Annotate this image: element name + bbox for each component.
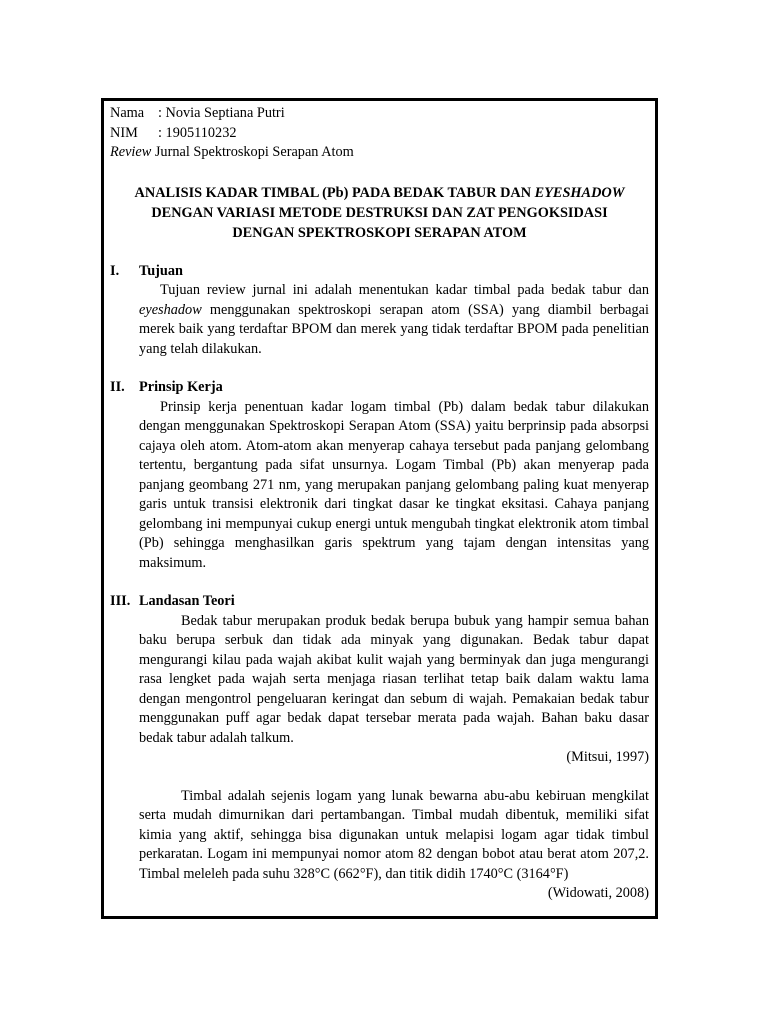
section-heading — [110, 592, 649, 612]
citation-widowati: (Widowati, 2008) — [547, 885, 649, 901]
name-label: Nama — [110, 105, 145, 121]
body-text-part: menggunakan spektroskopi serapan atom (SSA) yang diambil berbagai merek baik yang terdaftar BPOM dan merek yang tidak terdaftar BPOM pada penelitian yang telah dilakukan. — [139, 301, 649, 357]
title-line-1-italic: EYESHADOW — [534, 184, 625, 201]
section-title: Tujuan — [139, 262, 183, 279]
section-landasan-teori — [110, 592, 649, 904]
section-body — [139, 281, 649, 359]
citation-mitsui: (Mitsui, 1997) — [566, 749, 649, 765]
section-prinsip-kerja — [110, 378, 649, 573]
nim-line — [110, 124, 649, 144]
nim-label: NIM — [110, 124, 138, 141]
section-heading — [110, 378, 649, 398]
body-text-part: Tujuan review jurnal ini adalah menentukan kadar timbal pada bedak tabur dan — [160, 282, 649, 298]
section-tujuan — [110, 262, 649, 360]
review-subject: Jurnal Spektroskopi Serapan Atom — [151, 144, 354, 160]
section-title: Landasan Teori — [139, 593, 235, 609]
document-title — [110, 183, 649, 243]
title-line-1-text: ANALISIS KADAR TIMBAL (Pb) PADA BEDAK TABUR DAN — [134, 184, 535, 201]
section-number: I. — [110, 262, 120, 279]
section-number: III. — [110, 593, 131, 609]
section-body: Prinsip kerja penentuan kadar logam timbal (Pb) dalam bedak tabur dilakukan dengan menggunakan Spektroskopi Serapan Atom (SSA) yaitu berprinsip pada absorpsi cajaya oleh atom. Atom-atom akan menyerap cahaya tersebut pada panjang gelombang tertentu, bergantung pada sifat unsurnya. Logam Timbal (Pb) akan menyerap pada panjang geombang 271 nm, yang merupakan panjang gelombang paling kuat menyerap garis untuk transisi elektronik dari tingkat dasar ke tingkat eksitasi. Cahaya panjang gelombang ini mempunyai cukup energi untuk mengubah tingkat elektronik atom timbal (Pb) sehingga menghasilkan garis spektrum yang tajam dengan intensitas yang maksimum. — [139, 398, 649, 571]
section-number: II. — [110, 379, 125, 395]
body-text-italic: eyeshadow — [139, 301, 202, 318]
title-line-3: DENGAN SPEKTROSKOPI SERAPAN ATOM — [232, 224, 527, 241]
title-line-2: DENGAN VARIASI METODE DESTRUKSI DAN ZAT PENGOKSIDASI — [151, 204, 608, 221]
nim-value: : 1905110232 — [158, 124, 237, 141]
review-label: Review — [110, 144, 152, 160]
review-line — [110, 143, 649, 163]
name-value: : Novia Septiana Putri — [158, 105, 285, 121]
document-page — [101, 98, 658, 919]
section-title: Prinsip Kerja — [139, 379, 223, 395]
section-heading — [110, 262, 649, 282]
title-line-1 — [110, 183, 649, 203]
student-header — [110, 104, 649, 163]
section-body-paragraph-1: Bedak tabur merupakan produk bedak berupa bubuk yang hampir semua bahan baku berupa serbuk dan tidak ada minyak yang digunakan. Bedak tabur dapat mengurangi kilau pada wajah akibat kulit wajah yang berminyak dan juga mengurangi rasa lengket pada wajah serta menjaga riasan terlihat tetap baik dalam waktu lama dengan mengontrol pengeluaran keringat dan sebum di wajah. Pemakaian bedak tabur menggunakan puff agar bedak dapat tersebar merata pada wajah. Bahan baku dasar bedak tabur adalah talkum. — [139, 612, 649, 746]
name-line — [110, 104, 649, 124]
section-body-paragraph-2: Timbal adalah sejenis logam yang lunak bewarna abu-abu kebiruan mengkilat serta mudah dimurnikan dari pertambangan. Timbal mudah dibentuk, memiliki sifat kimia yang aktif, sehingga bisa digunakan untuk melapisi logam agar tidak timbul perkaratan. Logam ini mempunyai nomor atom 82 dengan bobot atau berat atom 207,2. Timbal meleleh pada suhu 328°C (662°F), dan titik didih 1740°C (3164°F) — [139, 787, 649, 882]
